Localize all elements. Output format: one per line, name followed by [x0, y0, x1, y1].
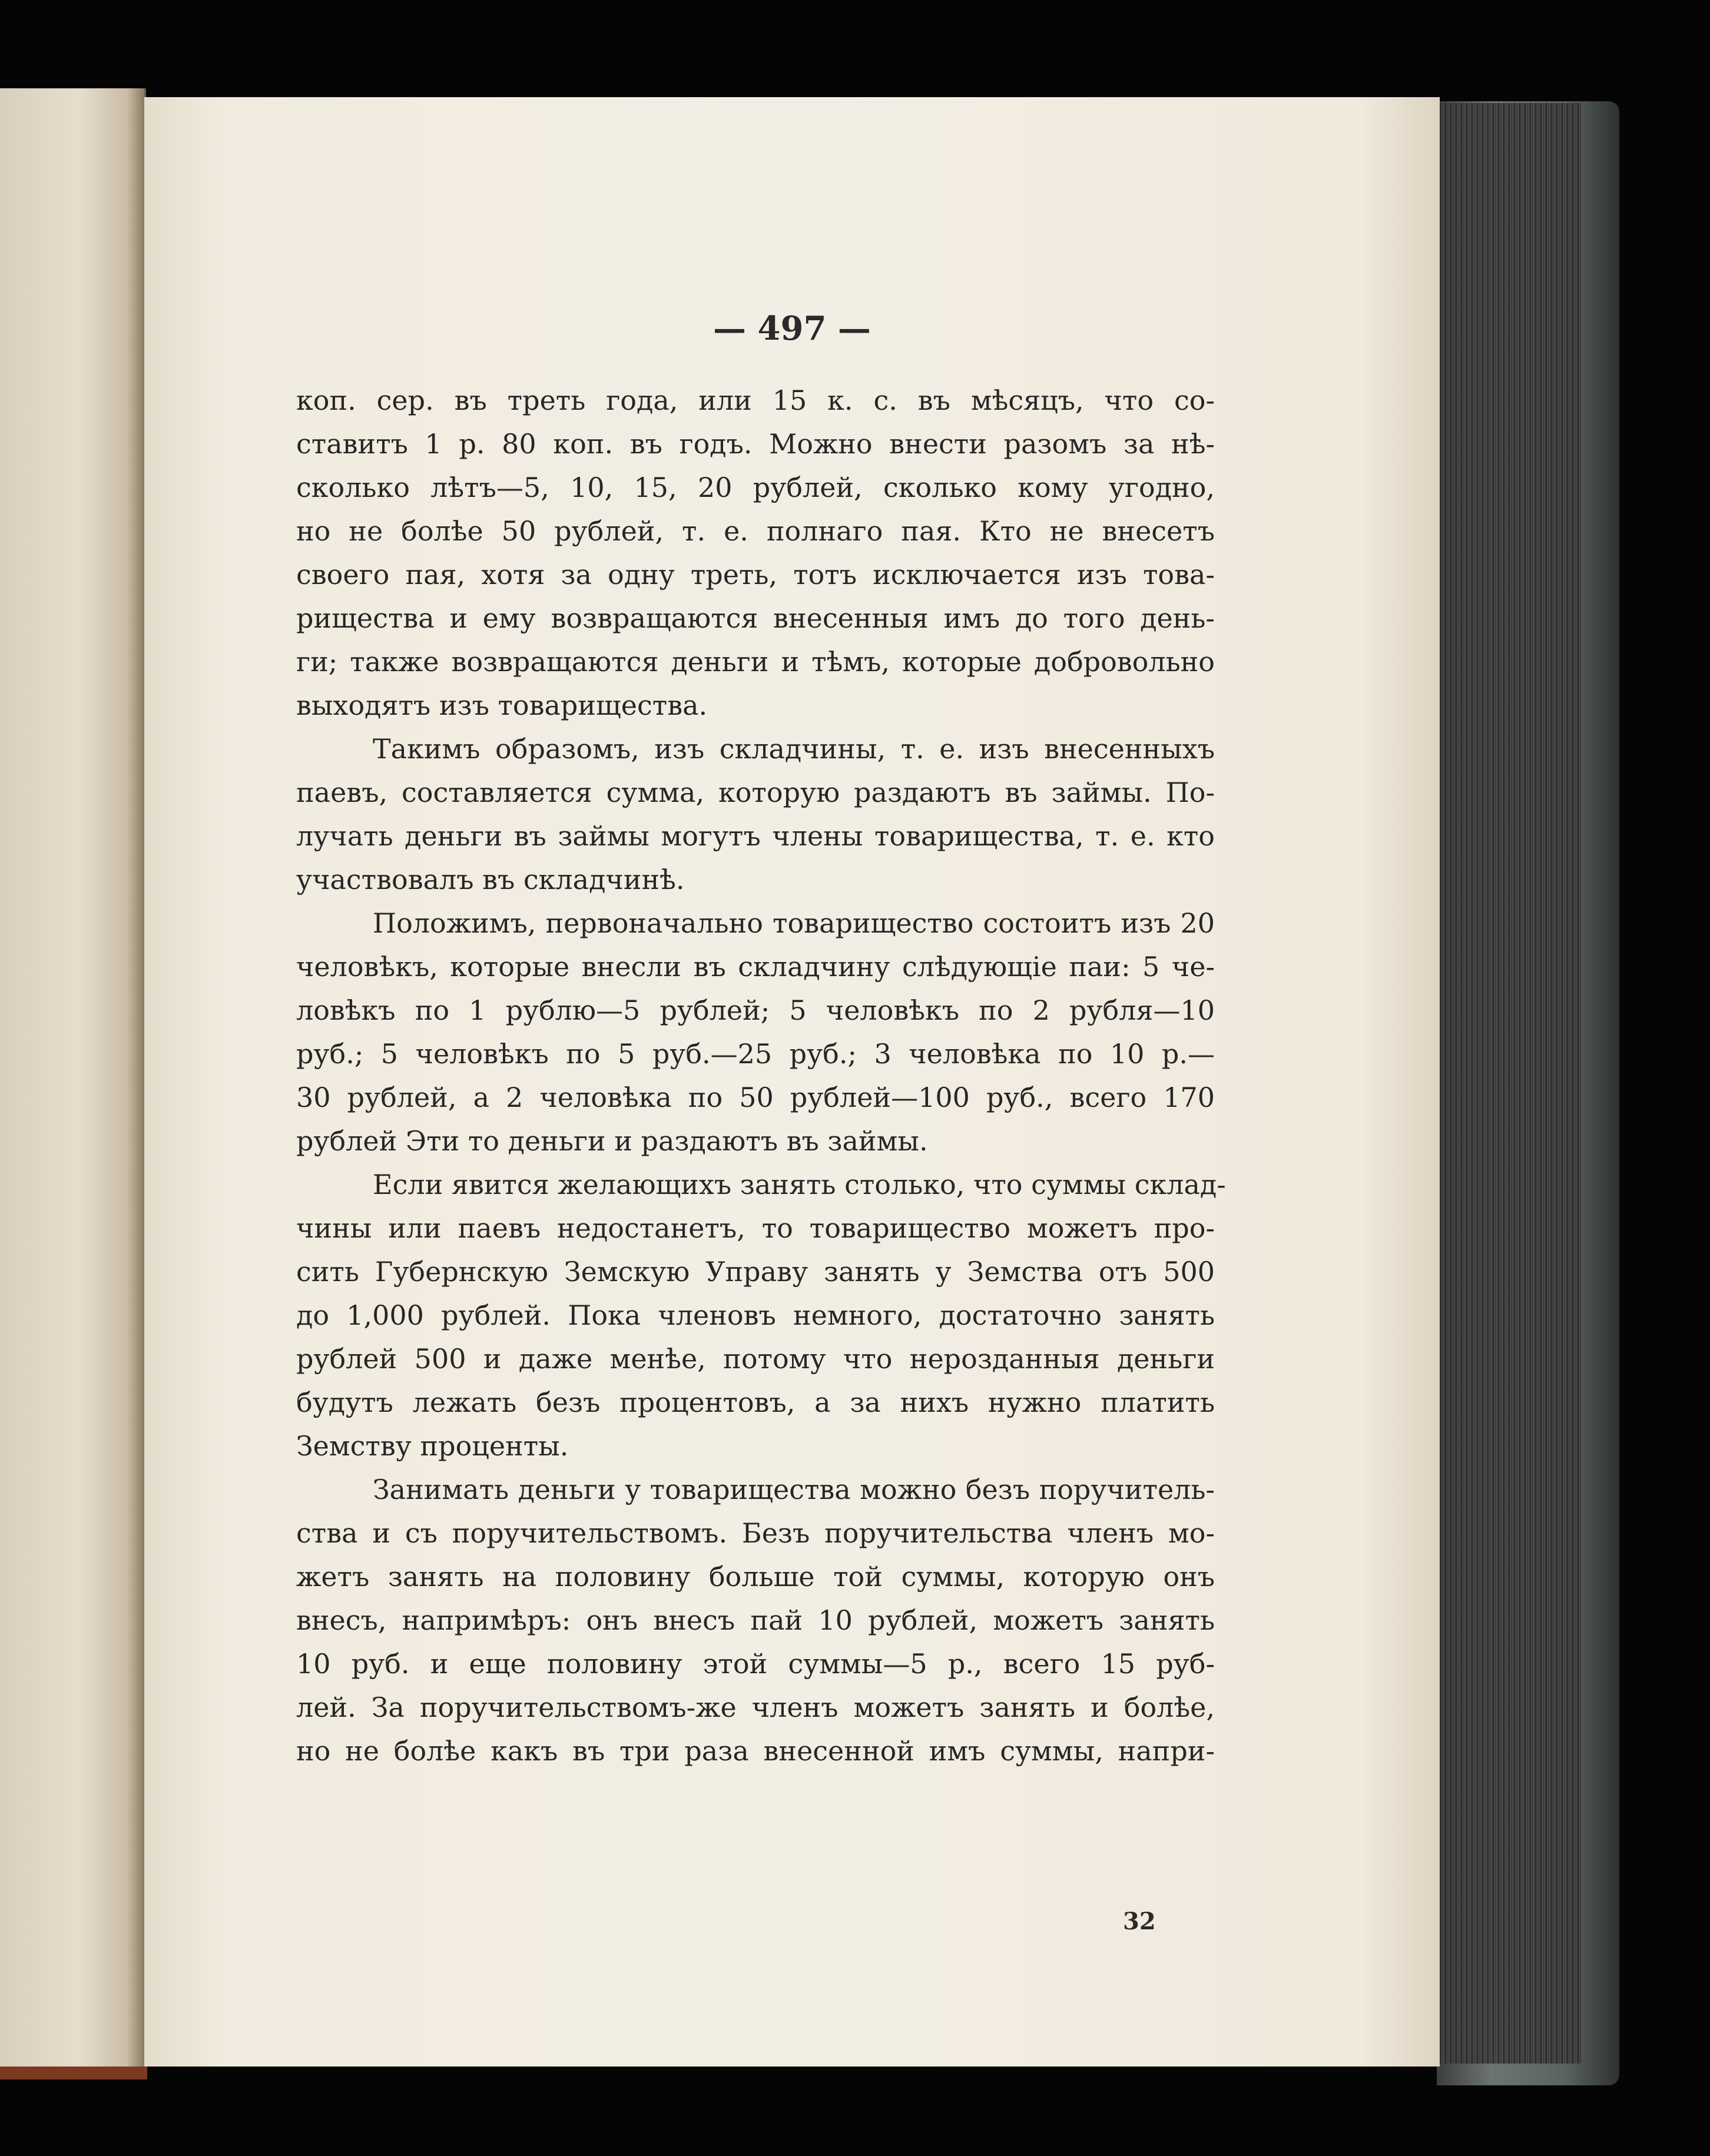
text-line: коп. сер. въ треть года, или 15 к. с. въ мѣсяцъ, что со-: [296, 384, 1215, 416]
text-line: рублей 500 и даже менѣе, потому что нерозданныя деньги: [296, 1343, 1215, 1375]
signature-mark: 32: [1123, 1908, 1156, 1935]
page-block-edges: [1437, 103, 1581, 2064]
text-line: рищества и ему возвращаются внесенныя имъ до того день-: [296, 602, 1215, 634]
text-line: Если явится желающихъ занять столько, что суммы склад-: [373, 1169, 1226, 1200]
text-line: человѣкъ, которые внесли въ складчину слѣдующіе паи: 5 че-: [296, 951, 1215, 983]
text-line: ги; также возвращаются деньги и тѣмъ, которые добровольно: [296, 646, 1215, 678]
text-line: своего пая, хотя за одну треть, тотъ исключается изъ това-: [296, 559, 1215, 591]
body-text: [296, 379, 1226, 1773]
text-line: сить Губернскую Земскую Управу занять у Земства отъ 500: [296, 1256, 1215, 1288]
text-line: Такимъ образомъ, изъ складчины, т. е. изъ внесенныхъ: [373, 733, 1215, 765]
text-line: 30 рублей, а 2 человѣка по 50 рублей—100 руб., всего 170: [296, 1082, 1215, 1113]
text-line: выходятъ изъ товарищества.: [296, 689, 708, 721]
text-line: паевъ, составляется сумма, которую раздаютъ въ займы. По-: [296, 777, 1215, 808]
text-line: будутъ лежать безъ процентовъ, а за нихъ нужно платить: [296, 1387, 1215, 1418]
text-line: ства и съ поручительствомъ. Безъ поручительства членъ мо-: [296, 1517, 1215, 1549]
text-line: но не болѣе 50 рублей, т. е. полнаго пая. Кто не внесетъ: [296, 515, 1215, 547]
left-cover-edge: [0, 2067, 147, 2079]
text-line: руб.; 5 человѣкъ по 5 руб.—25 руб.; 3 человѣка по 10 р.—: [296, 1038, 1215, 1070]
text-line: лучать деньги въ займы могутъ члены товарищества, т. е. кто: [296, 820, 1215, 852]
page-number: — 497 —: [713, 309, 871, 348]
text-line: внесъ, напримѣръ: онъ внесъ пай 10 рублей, можетъ занять: [296, 1604, 1215, 1636]
text-line: жетъ занять на половину больше той суммы, которую онъ: [296, 1561, 1215, 1593]
text-line: чины или паевъ недостанетъ, то товарищество можетъ про-: [296, 1212, 1215, 1244]
text-line: участвовалъ въ складчинѣ.: [296, 864, 685, 895]
text-line: Занимать деньги у товарищества можно безъ поручитель-: [373, 1474, 1215, 1505]
text-line: Положимъ, первоначально товарищество состоитъ изъ 20: [373, 907, 1215, 939]
text-line: ставитъ 1 р. 80 коп. въ годъ. Можно внести разомъ за нѣ-: [296, 428, 1215, 460]
text-line: сколько лѣтъ—5, 10, 15, 20 рублей, сколько кому угодно,: [296, 472, 1215, 503]
text-line: лей. За поручительствомъ-же членъ можетъ занять и болѣе,: [296, 1691, 1215, 1723]
text-line: 10 руб. и еще половину этой суммы—5 р., всего 15 руб-: [296, 1648, 1215, 1680]
text-line: Земству проценты.: [296, 1430, 569, 1462]
text-line: но не болѣе какъ въ три раза внесенной имъ суммы, напри-: [296, 1735, 1215, 1767]
text-line: ловѣкъ по 1 рублю—5 рублей; 5 человѣкъ по 2 рубля—10: [296, 994, 1215, 1026]
text-line: до 1,000 рублей. Пока членовъ немного, достаточно занять: [296, 1299, 1215, 1331]
left-page-edge: [0, 88, 146, 2072]
book-page: [144, 97, 1440, 2067]
text-line: рублей Эти то деньги и раздаютъ въ займы.: [296, 1125, 928, 1157]
